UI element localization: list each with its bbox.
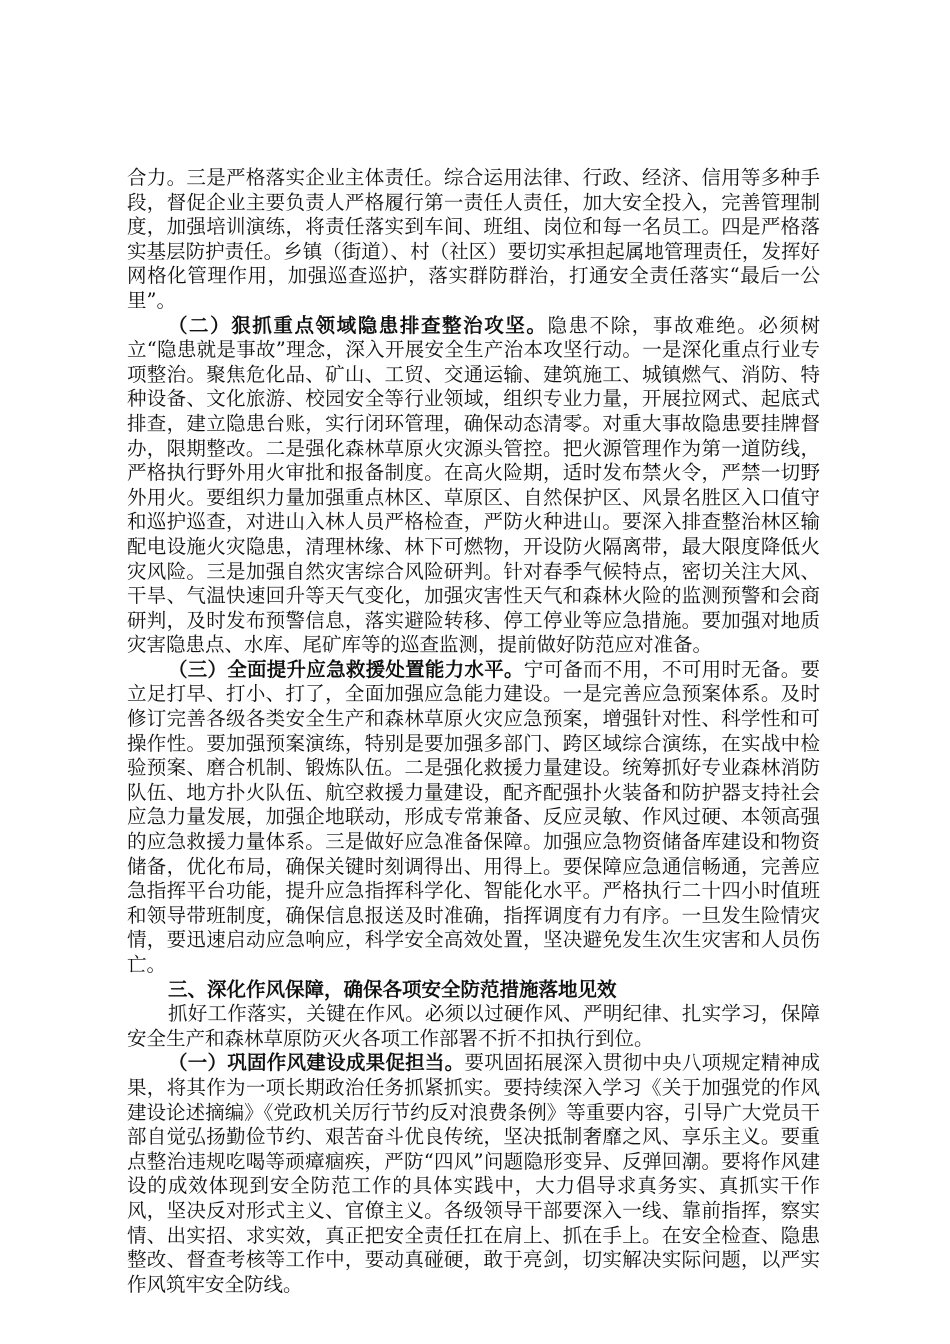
subsection-heading-2: （二）狠抓重点领域隐患排查整治攻坚。	[167, 313, 548, 337]
paragraph-work-style-results	[127, 1051, 820, 1297]
section-heading-text: 三、深化作风保障，确保各项安全防范措施落地见效	[167, 977, 617, 1001]
paragraph-text: 隐患不除，事故难绝。必须树立“隐患就是事故”理念，深入开展安全生产治本攻坚行动。一是深化重点行业专项整治。聚焦危化品、矿山、工贸、交通运输、建筑施工、城镇燃气、消防、特种设备、文化旅游、校园安全等行业领域，组织专业力量，开展拉网式、起底式排查，建立隐患台账，实行闭环管理，确保动态清零。对重大事故隐患要挂牌督办，限期整改。二是强化森林草原火灾源头管控。把火源管理作为第一道防线，严格执行野外用火审批和报备制度。在高火险期，适时发布禁火令，严禁一切野外用火。要组织力量加强重点林区、草原区、自然保护区、风景名胜区入口值守和巡护巡查，对进山入林人员严格检查，严防火种进山。要深入排查整治林区输配电设施火灾隐患，清理林缘、林下可燃物，开设防火隔离带，最大限度降低火灾风险。三是加强自然灾害综合风险研判。针对春季气候特点，密切关注大风、干旱、气温快速回升等天气变化，加强灾害性天气和森林火险的监测预警和会商研判，及时发布预警信息，落实避险转移、停工停业等应急措施。要加强对地质灾害隐患点、水库、尾矿库等的巡查监测，提前做好防范应对准备。	[127, 313, 820, 657]
paragraph-hazard-inspection	[127, 314, 820, 658]
section-heading-3	[127, 978, 820, 1003]
paragraph-text: 宁可备而不用，不可用时无备。要立足打早、打小、打了，全面加强应急能力建设。一是完善应急预案体系。及时修订完善各级各类安全生产和森林草原火灾应急预案，增强针对性、科学性和可操作性。要加强预案演练，特别是要加强多部门、跨区域综合演练，在实战中检验预案、磨合机制、锻炼队伍。二是强化救援力量建设。统筹抓好专业森林消防队伍、地方扑火队伍、航空救援力量建设，配齐配强扑火装备和防护器支持社会应急力量发展，加强企地联动，形成专常兼备、反应灵敏、作风过硬、本领高强的应急救援力量体系。三是做好应急准备保障。加强应急物资储备库建设和物资储备，优化布局，确保关键时刻调得出、用得上。要保障应急通信畅通，完善应急指挥平台功能，提升应急指挥科学化、智能化水平。严格执行二十四小时值班和领导带班制度，确保信息报送及时准确，指挥调度有力有序。一旦发生险情灾情，要迅速启动应急响应，科学安全高效处置，坚决避免发生次生灾害和人员伤亡。	[127, 657, 820, 976]
paragraph-emergency-rescue	[127, 658, 820, 978]
paragraph-text: 要巩固拓展深入贯彻中央八项规定精神成果，将其作为一项长期政治任务抓紧抓实。要持续深入学习《关于加强党的作风建设论述摘编》《党政机关厉行节约反对浪费条例》等重要内容，引导广大党员干部自觉弘扬勤俭节约、艰苦奋斗优良传统，坚决抵制奢靡之风、享乐主义。要重点整治违规吃喝等顽瘴痼疾，严防“四风”问题隐形变异、反弹回潮。要将作风建设的成效体现到安全防范工作的具体实践中，大力倡导求真务实、真抓实干作风，坚决反对形式主义、官僚主义。各级领导干部要深入一线、靠前指挥，察实情、出实招、求实效，真正把安全责任扛在肩上、抓在手上。在安全检查、隐患整改、督查考核等工作中，要动真碰硬，敢于亮剑，切实解决实际问题，以严实作风筑牢安全防线。	[127, 1051, 820, 1296]
subsection-heading-3: （三）全面提升应急救援处置能力水平。	[167, 657, 524, 681]
paragraph-work-style-intro	[127, 1002, 820, 1051]
paragraph-text: 抓好工作落实，关键在作风。必须以过硬作风、严明纪律、扎实学习，保障安全生产和森林草原防灭火各项工作部署不折不扣执行到位。	[127, 1002, 820, 1050]
subsection-heading-1: （一）巩固作风建设成果促担当。	[167, 1051, 465, 1075]
paragraph-responsibility-continued	[127, 166, 820, 314]
document-page	[127, 166, 820, 1297]
paragraph-text: 合力。三是严格落实企业主体责任。综合运用法律、行政、经济、信用等多种手段，督促企业主要负责人严格履行第一责任人责任，加大安全投入，完善管理制度，加强培训演练，将责任落实到车间、班组、岗位和每一名员工。四是严格落实基层防护责任。乡镇（街道）、村（社区）要切实承担起属地管理责任，发挥好网格化管理作用，加强巡查巡护，落实群防群治，打通安全责任落实“最后一公里”。	[127, 166, 820, 312]
